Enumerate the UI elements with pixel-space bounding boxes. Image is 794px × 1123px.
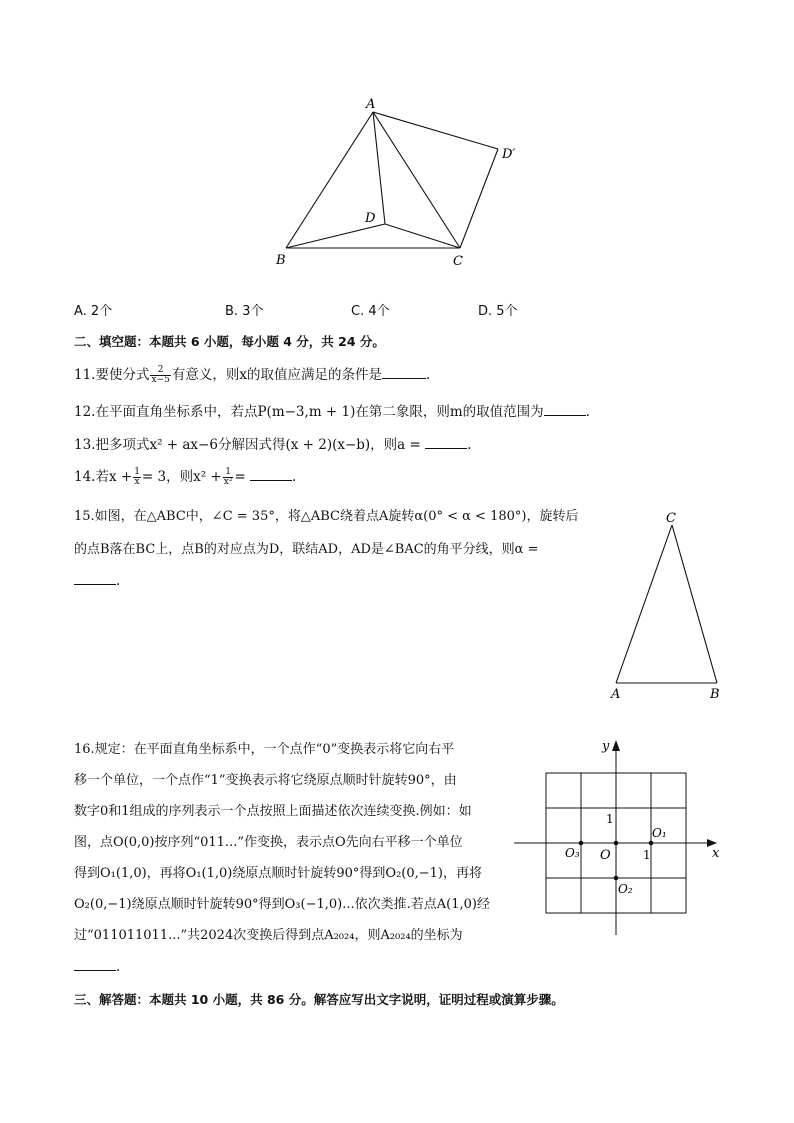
label-o1: O₁	[652, 826, 667, 840]
q14-fraction-1	[133, 468, 141, 487]
question-16-line-3: 数字0和1组成的序列表示一个点按照上面描述依次连续变换.例如：如	[74, 804, 472, 819]
tick-label-x-1: 1	[643, 848, 651, 862]
label-d-prime: D′	[502, 147, 516, 162]
q14-mid: = 3，则x² +	[141, 469, 222, 485]
q14-post: =	[234, 469, 246, 485]
point-o2	[614, 876, 619, 881]
figure-rotation-quadrilateral	[270, 92, 530, 270]
q14-fraction-2	[223, 468, 234, 487]
q11-post: 有意义，则x的取值应满足的条件是	[171, 367, 382, 383]
q14-numerator-1: 1	[134, 467, 140, 477]
section-2-heading: 二、填空题：本题共 6 小题，每小题 4 分，共 24 分。	[74, 334, 385, 349]
segment-bd	[286, 224, 385, 248]
section-3-heading: 三、解答题：本题共 10 小题，共 86 分。解答应写出文字说明，证明过程或演算步骤。	[74, 992, 564, 1007]
answer-blank-16[interactable]	[74, 958, 116, 971]
label-o2: O₂	[618, 882, 633, 896]
option-b: B. 3个	[225, 304, 264, 319]
segment-ad-prime	[373, 112, 498, 149]
q11-pre: 11.要使分式	[74, 367, 150, 383]
question-15-line-3: .	[74, 572, 120, 590]
answer-blank-13[interactable]	[425, 436, 467, 449]
label-o: O	[600, 848, 611, 863]
option-a: A. 2个	[74, 304, 113, 319]
question-15-line-2: 的点B落在BC上，点B的对应点为D，联结AD，AD是∠BAC的角平分线，则α =	[74, 542, 539, 557]
question-16-line-4: 图，点O(0,0)按序列“011...”作变换，表示点O先向右平移一个单位	[74, 835, 463, 850]
question-13: 13.把多项式x² + ax−6分解因式得(x + 2)(x−b)，则a = .	[74, 437, 472, 453]
question-16-line-6: O₂(0,−1)绕原点顺时针旋转90°得到O₃(−1,0)...依次类推.若点A(1,0)经	[74, 897, 490, 912]
point-o1	[649, 841, 654, 846]
label-c: C	[453, 254, 463, 269]
question-11: 11.要使分式 $\frac{2}{x-5}$ 有意义，则x的取值应满足的条件是 .	[74, 365, 431, 385]
label-y: y	[602, 739, 610, 754]
question-16-line-7: 过“011011011...”共2024次变换后得到点A₂₀₂₄，则A₂₀₂₄的坐标为	[74, 928, 463, 943]
q14-pre: 14.若x +	[74, 469, 133, 485]
segment-ab	[286, 112, 373, 248]
figure-triangle-abc	[600, 505, 730, 705]
question-14: 14.若x + $\frac{1}{x}$ = 3，则x² + $\frac{1}{\text{x²}}$ = .	[74, 467, 297, 487]
label-x: x	[712, 846, 720, 861]
label-c: C	[666, 511, 676, 526]
label-a: A	[611, 687, 621, 702]
point-o3	[579, 841, 584, 846]
option-d: D. 5个	[478, 304, 518, 319]
label-a: A	[366, 97, 376, 112]
question-16-line-2: 移一个单位，一个点作“1”变换表示将它绕原点顺时针旋转90°，由	[74, 773, 457, 788]
segment-ca	[616, 525, 672, 683]
label-d: D	[365, 211, 376, 226]
q14-denominator-2: x²	[223, 477, 233, 487]
q14-denominator-1: x	[134, 477, 140, 487]
segment-cd-prime	[460, 149, 498, 248]
label-b: B	[276, 253, 286, 268]
question-16-line-8: .	[74, 958, 120, 976]
q13-text: 13.把多项式x² + ax−6分解因式得(x + 2)(x−b)，则a =	[74, 437, 421, 453]
segment-dc	[385, 224, 460, 248]
q14-numerator-2: 1	[223, 468, 234, 478]
option-c: C. 4个	[351, 304, 390, 319]
figure-coordinate-grid	[510, 735, 725, 940]
question-12: 12.在平面直角坐标系中，若点P(m−3,m + 1)在第二象限，则m的取值范围为 .	[74, 404, 590, 420]
y-axis-arrow-icon	[612, 740, 620, 751]
question-15-line-1: 15.如图，在△ABC中，∠C = 35°，将△ABC绕着点A旋转α(0° < α < 180°)，旋转后	[74, 509, 579, 524]
q11-denominator: x−5	[151, 375, 170, 385]
answer-blank-11[interactable]	[382, 366, 426, 379]
question-16-line-1: 16.规定：在平面直角坐标系中，一个点作“0”变换表示将它向右平	[74, 742, 455, 757]
answer-blank-15[interactable]	[74, 572, 116, 585]
answer-blank-14[interactable]	[250, 468, 292, 481]
segment-cb	[672, 525, 717, 683]
point-o	[614, 841, 619, 846]
tick-label-y-1: 1	[606, 812, 614, 826]
segment-ac	[373, 112, 460, 248]
answer-blank-12[interactable]	[544, 403, 586, 416]
label-o3: O₃	[565, 846, 580, 860]
q12-text: 12.在平面直角坐标系中，若点P(m−3,m + 1)在第二象限，则m的取值范围为	[74, 404, 544, 420]
label-b: B	[710, 687, 720, 702]
q11-fraction	[150, 366, 170, 385]
question-16-line-5: 得到O₁(1,0)，再将O₁(1,0)绕原点顺时针旋转90°得到O₂(0,−1)，再将	[74, 866, 482, 881]
q11-numerator: 2	[150, 366, 170, 376]
